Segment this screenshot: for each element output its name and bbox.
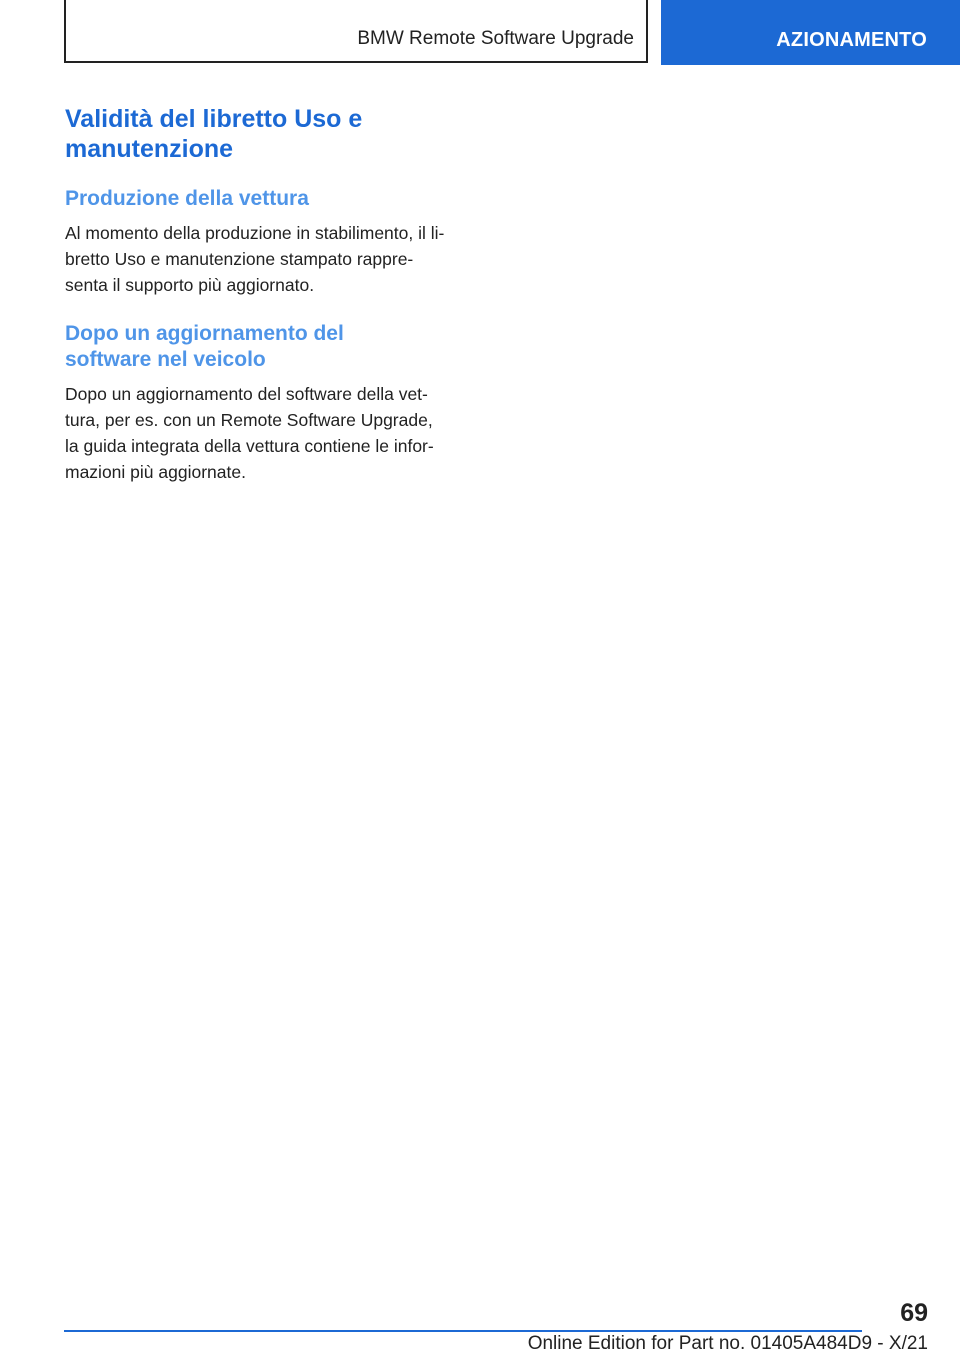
main-content — [65, 104, 485, 485]
paragraph-line: mazioni più aggiornate. — [65, 462, 246, 482]
section-heading-after-update — [65, 321, 485, 373]
section-heading-line: software nel veicolo — [65, 348, 266, 371]
header-section-box — [64, 0, 648, 63]
page-title-line: manutenzione — [65, 135, 234, 163]
page-number: 69 — [900, 1299, 928, 1327]
section-heading-line: Dopo un aggiornamento del — [65, 322, 344, 345]
section-heading-production — [65, 186, 485, 212]
chapter-tab — [661, 0, 960, 65]
section-paragraph-after-update — [65, 381, 485, 485]
paragraph-line: tura, per es. con un Remote Software Upgrade, — [65, 410, 433, 430]
section-paragraph-production — [65, 220, 485, 298]
paragraph-line: la guida integrata della vettura contiene le infor- — [65, 436, 434, 456]
footer-divider — [64, 1330, 862, 1332]
paragraph-line: Al momento della produzione in stabilimento, il li- — [65, 223, 445, 243]
paragraph-line: senta il supporto più aggiornato. — [65, 275, 315, 295]
page-title — [65, 104, 485, 164]
chapter-tab-label: AZIONAMENTO — [776, 29, 927, 51]
footer-edition-text: Online Edition for Part no. 01405A484D9 - X/21 — [527, 1333, 928, 1354]
page-title-line: Validità del libretto Uso e — [65, 105, 363, 133]
paragraph-line: Dopo un aggiornamento del software della vet- — [65, 384, 428, 404]
section-heading-line: Produzione della vettura — [65, 187, 309, 210]
paragraph-line: bretto Uso e manutenzione stampato rappre- — [65, 249, 414, 269]
header-section-title: BMW Remote Software Upgrade — [357, 28, 634, 49]
